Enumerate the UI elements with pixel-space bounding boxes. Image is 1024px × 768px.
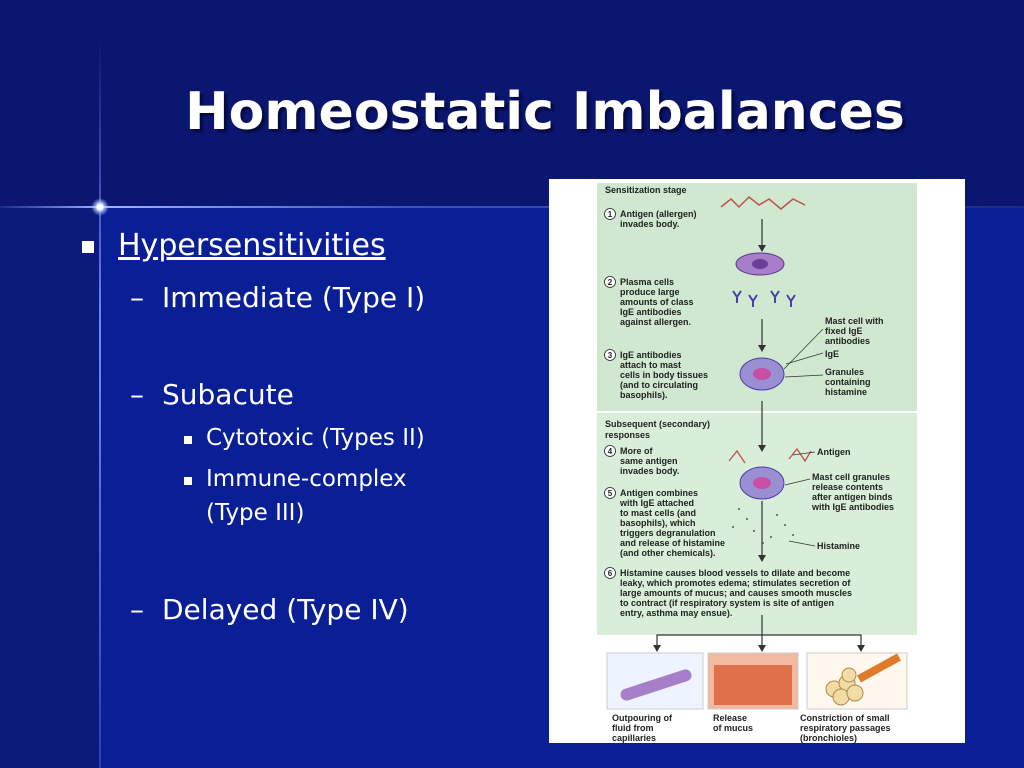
step2-line5: against allergen. xyxy=(620,317,692,327)
step2-line4: IgE antibodies xyxy=(620,307,682,317)
item-delayed: Delayed (Type IV) xyxy=(162,593,409,626)
subitem-immune-complex: Immune-complex xyxy=(206,466,407,492)
label-mast-line3: antibodies xyxy=(825,336,871,346)
step5-line3: to mast cells (and xyxy=(620,508,697,518)
label-mast-granules-line2: release contents xyxy=(812,482,884,492)
caption3-line3: (bronchioles) xyxy=(800,733,858,743)
step5-line1: Antigen combines xyxy=(620,488,699,498)
step-number: 4 xyxy=(607,447,613,456)
label-antigen: Antigen xyxy=(817,447,851,457)
item-subacute: Subacute xyxy=(162,378,294,411)
step5-line7: (and other chemicals). xyxy=(620,548,716,558)
label-granules-line1: Granules xyxy=(825,367,865,377)
subitem-type-iii: (Type III) xyxy=(206,500,305,526)
step-number: 2 xyxy=(607,278,613,287)
step4-line3: invades body. xyxy=(620,466,680,476)
step6-line1: Histamine causes blood vessels to dilate and become xyxy=(620,568,851,578)
slide-left-band xyxy=(0,207,100,768)
step6-line4: to contract (if respiratory system is site of antigen xyxy=(620,598,835,608)
step6-line2: leaky, which promotes edema; stimulates secretion of xyxy=(620,578,851,588)
step3-line2: attach to mast xyxy=(620,360,682,370)
hypersensitivity-diagram xyxy=(549,179,965,743)
step4-line2: same antigen xyxy=(620,456,678,466)
sub-bullet-icon xyxy=(184,477,192,485)
caption2-line1: Release xyxy=(713,713,748,723)
step6-line5: entry, asthma may ensue). xyxy=(620,608,733,618)
decorative-vertical-line xyxy=(99,40,101,768)
caption1-line3: capillaries xyxy=(612,733,657,743)
step5-line6: and release of histamine xyxy=(620,538,726,548)
step3-line4: (and to circulating xyxy=(620,380,699,390)
label-ige: IgE xyxy=(825,349,840,359)
label-mast-granules-line3: after antigen binds xyxy=(812,492,893,502)
label-mast-line2: fixed IgE xyxy=(825,326,863,336)
label-mast-granules-line1: Mast cell granules xyxy=(812,472,891,482)
step6-line3: large amounts of mucus; and causes smooth muscles xyxy=(620,588,853,598)
caption3-line1: Constriction of small xyxy=(800,713,890,723)
step4-line1: More of xyxy=(620,446,653,456)
subitem-cytotoxic: Cytotoxic (Types II) xyxy=(206,425,425,451)
step-number: 3 xyxy=(607,351,613,360)
step3-line3: cells in body tissues xyxy=(620,370,709,380)
step-number: 1 xyxy=(607,210,613,219)
step3-line5: basophils). xyxy=(620,390,668,400)
caption1-line2: fluid from xyxy=(612,723,654,733)
bullet-hypersensitivities: Hypersensitivities xyxy=(118,228,386,263)
item-immediate: Immediate (Type I) xyxy=(162,281,426,314)
label-granules-line2: containing xyxy=(825,377,871,387)
stage1-title: Sensitization stage xyxy=(605,185,687,195)
bullet-square-icon xyxy=(82,241,94,253)
step5-line5: triggers degranulation xyxy=(620,528,716,538)
label-mast-granules-line4: with IgE antibodies xyxy=(812,502,895,512)
step2-line3: amounts of class xyxy=(620,297,694,307)
step1-line1: Antigen (allergen) xyxy=(620,209,697,219)
step-number: 6 xyxy=(607,569,613,578)
step5-line2: with IgE attached xyxy=(620,498,695,508)
label-mast-line1: Mast cell with xyxy=(825,316,884,326)
label-histamine: Histamine xyxy=(817,541,861,551)
sub-bullet-icon xyxy=(184,436,192,444)
step5-line4: basophils), which xyxy=(620,518,696,528)
caption1-line1: Outpouring of xyxy=(612,713,672,723)
slide-title: Homeostatic Imbalances xyxy=(185,82,905,142)
stage2-title-line1: Subsequent (secondary) xyxy=(605,419,711,429)
caption2-line2: of mucus xyxy=(713,723,754,733)
step1-line2: invades body. xyxy=(620,219,680,229)
dash-delayed: – xyxy=(130,593,144,626)
dash-subacute: – xyxy=(130,378,144,411)
step-number: 5 xyxy=(607,489,613,498)
step3-line1: IgE antibodies xyxy=(620,350,682,360)
decorative-star-glint xyxy=(91,198,109,216)
dash-immediate: – xyxy=(130,281,144,314)
label-granules-line3: histamine xyxy=(825,387,868,397)
step2-line2: produce large xyxy=(620,287,680,297)
caption3-line2: respiratory passages xyxy=(800,723,891,733)
step2-line1: Plasma cells xyxy=(620,277,675,287)
stage2-title-line2: responses xyxy=(605,430,651,440)
